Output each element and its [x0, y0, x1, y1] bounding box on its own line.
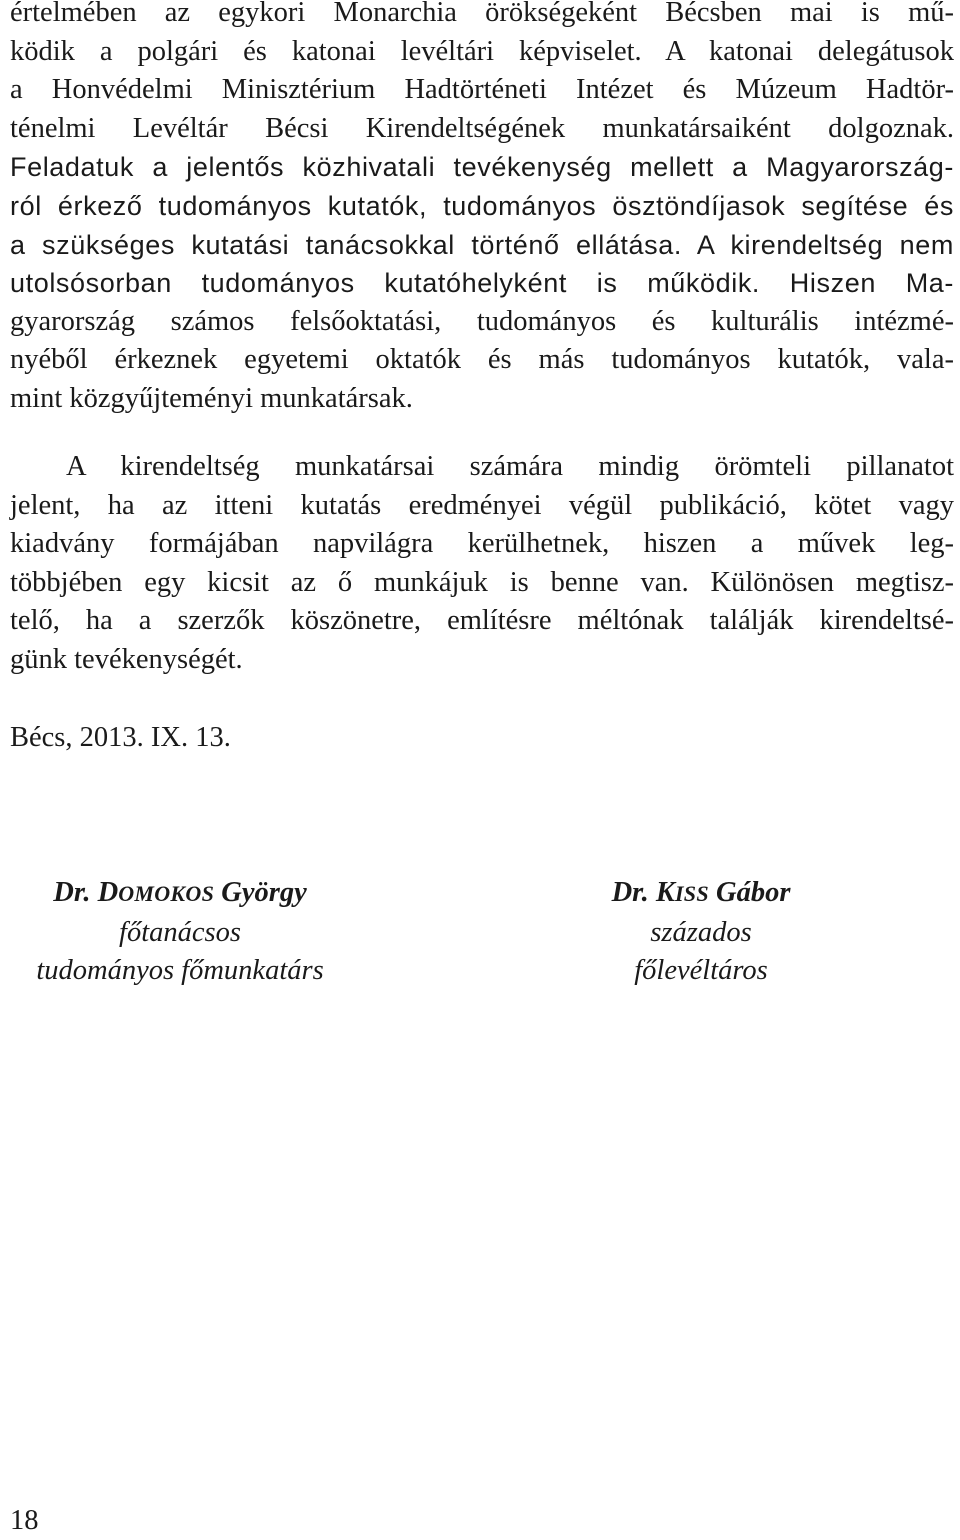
paragraph-line: nyéből érkeznek egyetemi oktatók és más tudományos kutatók, vala- — [10, 344, 954, 376]
paragraph-line: a szükséges kutatási tanácsokkal történő ellátása. A kirendeltség nem — [10, 229, 954, 260]
paragraph-line: mint közgyűjteményi munkatársak. — [10, 382, 413, 414]
body-paragraph-2 — [10, 448, 954, 680]
name-suffix: Gábor — [708, 877, 791, 908]
paragraph-line: Feladatuk a jelentős közhivatali tevékenység mellett a Magyarország- — [10, 152, 954, 183]
paragraph-line: günk tevékenységét. — [10, 643, 243, 675]
signatory-position: tudományos főmunkatárs — [36, 955, 324, 986]
name-smallcaps: ISS — [674, 881, 709, 906]
paragraph-line: többjében egy kicsit az ő munkájuk is benne van. Különösen megtisz- — [10, 566, 954, 598]
signatory-name — [10, 874, 350, 914]
paragraph-line: ködik a polgári és katonai levéltári képviselet. A katonai delegátusok — [10, 35, 954, 67]
name-prefix: Dr. D — [53, 877, 119, 908]
signature-block-right — [588, 874, 814, 991]
paragraph-line: értelmében az egykori Monarchia örökségeként Bécsben mai is mű- — [10, 0, 954, 28]
paragraph-line: a Honvédelmi Minisztérium Hadtörténeti Intézet és Múzeum Hadtör- — [10, 74, 954, 106]
name-prefix: Dr. K — [611, 877, 675, 908]
date-line: Bécs, 2013. IX. 13. — [10, 722, 231, 753]
paragraph-line: utolsósorban tudományos kutatóhelyként is működik. Hiszen Ma- — [10, 268, 954, 299]
name-suffix: György — [214, 877, 307, 908]
signatory-title: főtanácsos — [119, 916, 241, 948]
paragraph-line: ténelmi Levéltár Bécsi Kirendeltségének munkatársaiként dolgoznak. — [10, 112, 954, 144]
paragraph-line: ról érkező tudományos kutatók, tudományos ösztöndíjasok segítése és — [10, 190, 954, 221]
paragraph-line: gyarország számos felsőoktatási, tudományos és kulturális intézmé- — [10, 305, 954, 337]
signature-block-left — [10, 874, 350, 991]
body-paragraph-1 — [10, 0, 954, 419]
signatory-rank: százados — [650, 916, 752, 948]
signatory-name — [588, 874, 814, 914]
signatory-position: főlevéltáros — [634, 955, 768, 986]
paragraph-line: A kirendeltség munkatársai számára mindig örömteli pillanatot — [66, 451, 954, 482]
paragraph-line: kiadvány formájában napvilágra kerülhetnek, hiszen a művek leg- — [10, 528, 954, 560]
name-smallcaps: OMOKOS — [118, 881, 215, 906]
page-number: 18 — [10, 1505, 39, 1536]
paragraph-line: jelent, ha az itteni kutatás eredményei végül publikáció, kötet vagy — [10, 489, 954, 521]
paragraph-line: telő, ha a szerzők köszönetre, említésre méltónak találják kirendeltsé- — [10, 605, 954, 637]
